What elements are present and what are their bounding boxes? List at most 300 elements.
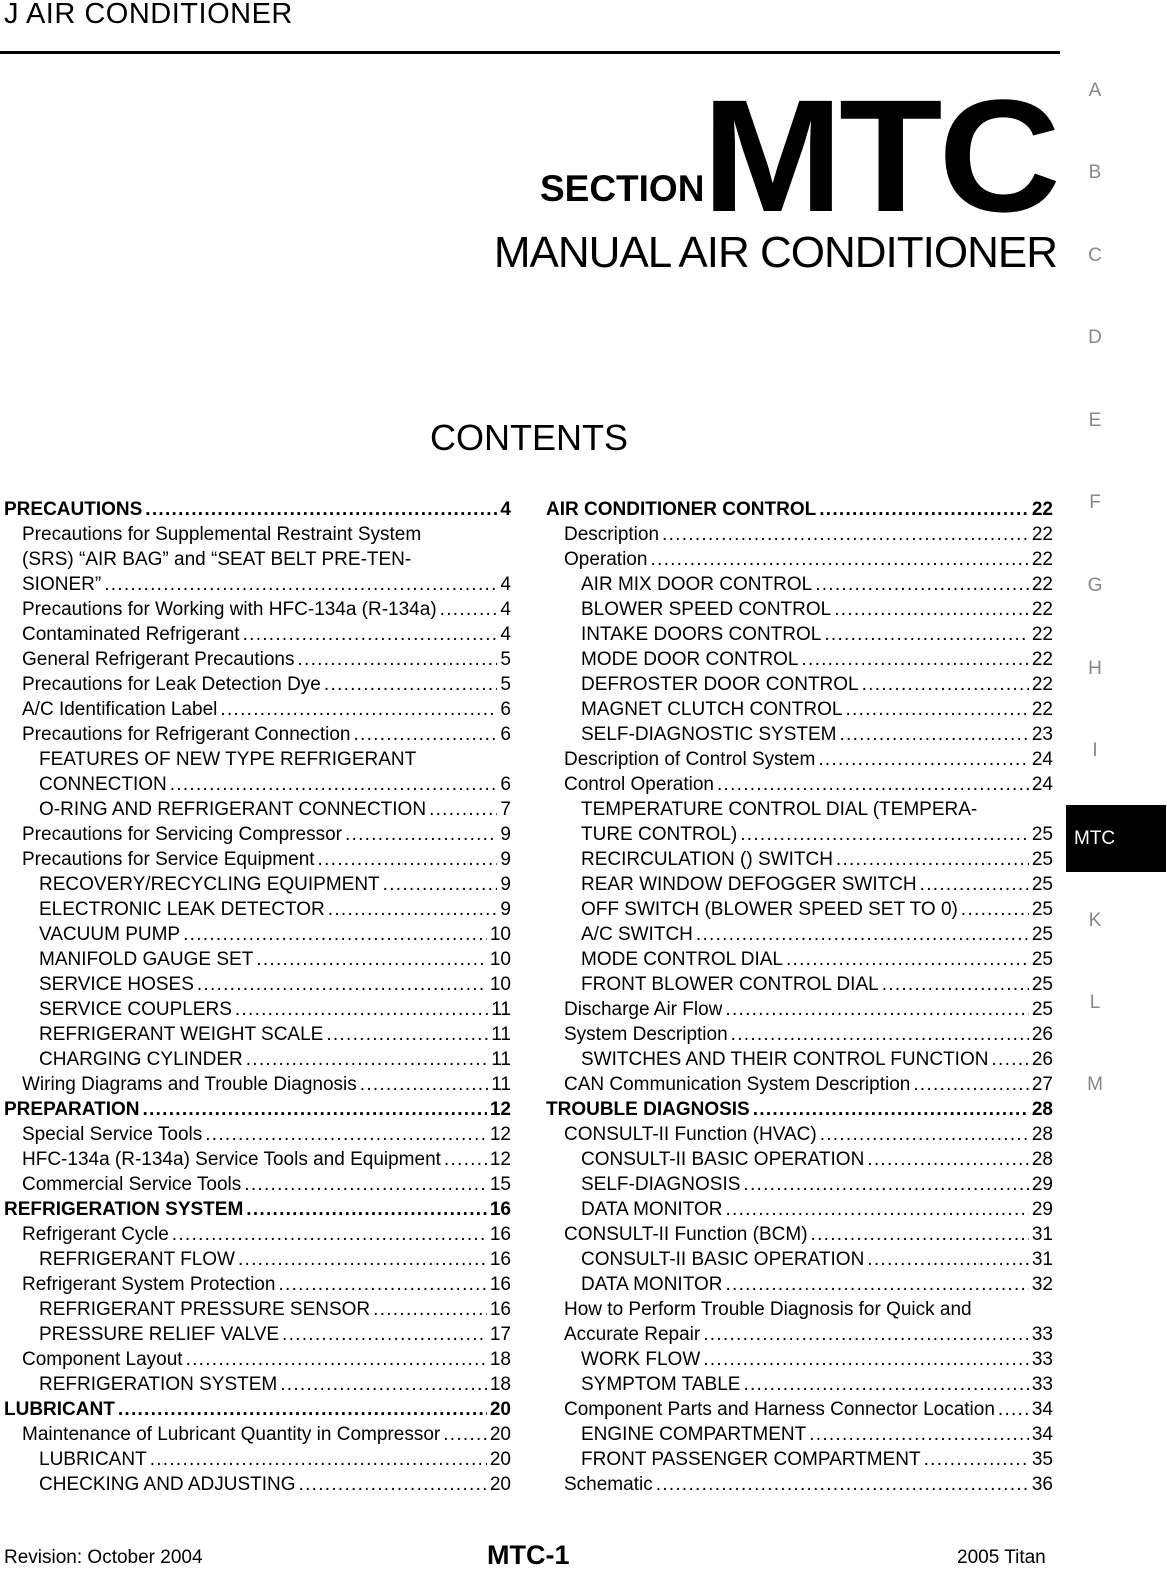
toc-leader-dots	[725, 1272, 1028, 1297]
toc-entry[interactable]	[4, 897, 511, 922]
section-tab-mtc[interactable]: MTC	[1066, 805, 1166, 872]
toc-entry-title: FEATURES OF NEW TYPE REFRIGERANT	[39, 749, 417, 770]
toc-entry-title: BLOWER SPEED CONTROL	[581, 599, 832, 620]
toc-leader-dots	[244, 1172, 487, 1197]
toc-entry-page: 9	[500, 899, 511, 920]
toc-entry-title: SERVICE HOSES	[39, 974, 194, 995]
toc-entry[interactable]	[4, 1272, 511, 1297]
toc-entry	[4, 547, 511, 572]
toc-leader-dots	[839, 722, 1028, 747]
toc-entry-title: Refrigerant System Protection	[22, 1274, 276, 1295]
toc-entry-page: 6	[500, 699, 511, 720]
toc-entry-title: Maintenance of Lubricant Quantity in Compressor	[22, 1424, 441, 1445]
toc-leader-dots	[172, 1222, 487, 1247]
toc-entry-page: 22	[1031, 574, 1053, 595]
toc-entry-page: 6	[500, 774, 511, 795]
toc-entry[interactable]	[4, 1472, 511, 1497]
toc-entry-page: 11	[491, 1074, 511, 1095]
toc-entry-title: Commercial Service Tools	[22, 1174, 242, 1195]
toc-entry[interactable]	[546, 1222, 1053, 1247]
toc-entry-page: 4	[500, 624, 511, 645]
toc-entry-page: 25	[1031, 874, 1053, 895]
toc-entry-title: CHECKING AND ADJUSTING	[39, 1474, 296, 1495]
toc-entry-page: 22	[1031, 524, 1053, 545]
toc-entry-page: 22	[1031, 549, 1053, 570]
toc-entry-title: PREPARATION	[4, 1099, 140, 1120]
toc-entry[interactable]	[4, 872, 511, 897]
toc-entry[interactable]	[546, 972, 1053, 997]
toc-entry[interactable]	[4, 622, 511, 647]
toc-entry-title: MANIFOLD GAUGE SET	[39, 949, 254, 970]
toc-entry-title: INTAKE DOORS CONTROL	[581, 624, 822, 645]
toc-entry-page: 16	[489, 1224, 511, 1245]
toc-leader-dots	[696, 922, 1029, 947]
toc-entry-title: FRONT BLOWER CONTROL DIAL	[581, 974, 879, 995]
toc-entry-title: A/C Identification Label	[22, 699, 218, 720]
section-subtitle: MANUAL AIR CONDITIONER	[493, 228, 1057, 277]
toc-leader-dots	[703, 1347, 1029, 1372]
toc-leader-dots	[443, 1422, 487, 1447]
toc-entry-page: 17	[489, 1324, 511, 1345]
toc-entry[interactable]	[4, 1047, 511, 1072]
section-tab-m[interactable]: M	[1087, 1074, 1103, 1095]
toc-entry[interactable]	[546, 747, 1053, 772]
toc-entry-page: 31	[1031, 1224, 1053, 1245]
toc-leader-dots	[809, 1422, 1029, 1447]
section-heading	[539, 66, 1057, 245]
toc-leader-dots	[282, 1322, 487, 1347]
section-tab-g[interactable]: G	[1087, 575, 1103, 596]
toc-entry-title: Precautions for Service Equipment	[22, 849, 315, 870]
toc-entry-title: SERVICE COUPLERS	[39, 999, 232, 1020]
toc-entry-title: Schematic	[564, 1474, 653, 1495]
toc-entry-title: System Description	[564, 1024, 728, 1045]
toc-entry-page: 4	[500, 574, 511, 595]
toc-entry-title: RECOVERY/RECYCLING EQUIPMENT	[39, 874, 380, 895]
toc-leader-dots	[280, 1372, 487, 1397]
toc-entry[interactable]	[546, 722, 1053, 747]
toc-entry-title: AIR MIX DOOR CONTROL	[581, 574, 813, 595]
toc-leader-dots	[913, 1072, 1029, 1097]
toc-entry-title: MAGNET CLUTCH CONTROL	[581, 699, 843, 720]
toc-entry[interactable]	[546, 1347, 1053, 1372]
toc-entry-page: 4	[500, 599, 511, 620]
toc-entry[interactable]	[4, 1347, 511, 1372]
toc-entry-title: SYMPTOM TABLE	[581, 1374, 741, 1395]
toc-leader-dots	[145, 497, 497, 522]
toc-entry[interactable]	[4, 847, 511, 872]
toc-leader-dots	[142, 1097, 486, 1122]
toc-leader-dots	[811, 1222, 1029, 1247]
toc-leader-dots	[318, 847, 498, 872]
toc-entry-title: SIONER”	[22, 574, 102, 595]
toc-entry[interactable]	[546, 947, 1053, 972]
toc-entry-page: 22	[1031, 649, 1053, 670]
toc-leader-dots	[753, 1097, 1029, 1122]
toc-leader-dots	[246, 1197, 487, 1222]
toc-entry[interactable]	[4, 1447, 511, 1472]
toc-leader-dots	[246, 1047, 489, 1072]
toc-entry-title: CONSULT-II BASIC OPERATION	[581, 1149, 865, 1170]
toc-entry-page: 7	[500, 799, 511, 820]
toc-entry-page: 25	[1031, 924, 1053, 945]
toc-entry-page: 11	[491, 1049, 511, 1070]
toc-leader-dots	[801, 647, 1028, 672]
toc-entry-page: 5	[500, 674, 511, 695]
toc-leader-dots	[819, 497, 1029, 522]
footer-revision: Revision: October 2004	[4, 1547, 203, 1568]
toc-entry[interactable]	[546, 1472, 1053, 1497]
toc-leader-dots	[373, 1297, 487, 1322]
toc-entry[interactable]	[4, 947, 511, 972]
toc-entry-page: 12	[489, 1099, 511, 1120]
toc-leader-dots	[429, 797, 497, 822]
toc-entry-page: 33	[1031, 1349, 1053, 1370]
toc-entry[interactable]	[4, 697, 511, 722]
toc-entry-page: 15	[489, 1174, 511, 1195]
toc-entry-title: FRONT PASSENGER COMPARTMENT	[581, 1449, 921, 1470]
toc-entry-title: REFRIGERATION SYSTEM	[4, 1199, 244, 1220]
toc-entry[interactable]	[546, 1422, 1053, 1447]
header-rule	[0, 51, 1060, 54]
toc-entry[interactable]	[546, 672, 1053, 697]
section-tab-l[interactable]: L	[1089, 992, 1101, 1013]
toc-entry-title: Operation	[564, 549, 648, 570]
toc-entry[interactable]	[546, 647, 1053, 672]
toc-entry[interactable]	[546, 822, 1053, 847]
toc-entry[interactable]	[4, 672, 511, 697]
toc-entry-title: ELECTRONIC LEAK DETECTOR	[39, 899, 325, 920]
toc-entry[interactable]	[546, 597, 1053, 622]
toc-entry-page: 22	[1031, 699, 1053, 720]
toc-entry[interactable]	[546, 997, 1053, 1022]
toc-leader-dots	[440, 597, 498, 622]
toc-entry[interactable]	[4, 1222, 511, 1247]
toc-leader-dots	[725, 1197, 1028, 1222]
toc-entry[interactable]	[546, 1022, 1053, 1047]
toc-leader-dots	[725, 997, 1028, 1022]
toc-leader-dots	[717, 772, 1029, 797]
toc-entry-title: AIR CONDITIONER CONTROL	[546, 499, 817, 520]
toc-leader-dots	[731, 1022, 1029, 1047]
toc-entry-page: 29	[1031, 1199, 1053, 1220]
toc-leader-dots	[740, 822, 1029, 847]
toc-entry-title: General Refrigerant Precautions	[22, 649, 295, 670]
toc-entry-title: MODE DOOR CONTROL	[581, 649, 799, 670]
toc-entry[interactable]	[546, 1122, 1053, 1147]
toc-leader-dots	[360, 1072, 489, 1097]
toc-entry[interactable]	[546, 522, 1053, 547]
toc-entry-title: RECIRCULATION () SWITCH	[581, 849, 833, 870]
toc-entry-title: CONSULT-II Function (HVAC)	[564, 1124, 817, 1145]
toc-entry[interactable]	[546, 1372, 1053, 1397]
toc-leader-dots	[278, 1272, 486, 1297]
toc-entry[interactable]	[546, 922, 1053, 947]
toc-leader-dots	[186, 1347, 487, 1372]
toc-leader-dots	[867, 1147, 1029, 1172]
toc-entry[interactable]	[4, 1247, 511, 1272]
toc-entry-title: SELF-DIAGNOSTIC SYSTEM	[581, 724, 837, 745]
toc-entry-title: Precautions for Supplemental Restraint System	[22, 524, 422, 545]
toc-entry-page: 18	[489, 1349, 511, 1370]
toc-entry-title: TEMPERATURE CONTROL DIAL (TEMPERA-	[581, 799, 978, 820]
toc-left-column	[4, 497, 511, 1497]
section-tab-i[interactable]: I	[1092, 740, 1098, 761]
toc-entry[interactable]	[4, 1072, 511, 1097]
toc-entry-page: 33	[1031, 1374, 1053, 1395]
toc-entry-title: PRECAUTIONS	[4, 499, 143, 520]
toc-entry-page: 27	[1031, 1074, 1053, 1095]
toc-leader-dots	[238, 1247, 487, 1272]
toc-entry[interactable]	[546, 1272, 1053, 1297]
toc-entry[interactable]	[4, 1122, 511, 1147]
toc-leader-dots	[867, 1247, 1029, 1272]
toc-entry-page: 16	[489, 1199, 511, 1220]
toc-entry[interactable]	[4, 722, 511, 747]
footer-page-id: MTC-1	[487, 1540, 570, 1570]
toc-entry[interactable]	[546, 1097, 1053, 1122]
toc-leader-dots	[786, 947, 1029, 972]
toc-entry[interactable]	[546, 697, 1053, 722]
toc-leader-dots	[104, 572, 497, 597]
toc-entry-page: 22	[1031, 624, 1053, 645]
toc-entry[interactable]	[546, 772, 1053, 797]
toc-entry[interactable]	[546, 1172, 1053, 1197]
toc-entry-title: Description	[564, 524, 660, 545]
toc-entry[interactable]	[4, 797, 511, 822]
toc-leader-dots	[170, 772, 498, 797]
toc-entry-title: Wiring Diagrams and Trouble Diagnosis	[22, 1074, 357, 1095]
toc-entry[interactable]	[4, 1297, 511, 1322]
toc-entry-page: 25	[1031, 949, 1053, 970]
section-tab-a[interactable]: A	[1088, 80, 1102, 101]
toc-entry-page: 22	[1031, 499, 1053, 520]
toc-entry[interactable]	[546, 1072, 1053, 1097]
toc-entry-title: TROUBLE DIAGNOSIS	[546, 1099, 750, 1120]
toc-entry-page: 9	[500, 874, 511, 895]
section-tab-e[interactable]: E	[1088, 410, 1102, 431]
toc-entry-title: SELF-DIAGNOSIS	[581, 1174, 741, 1195]
toc-entry-title: LUBRICANT	[4, 1399, 115, 1420]
toc-entry-page: 25	[1031, 849, 1053, 870]
toc-leader-dots	[818, 747, 1029, 772]
toc-entry-page: 12	[489, 1149, 511, 1170]
toc-entry[interactable]	[4, 1022, 511, 1047]
toc-entry-title: Discharge Air Flow	[564, 999, 723, 1020]
toc-right-column	[546, 497, 1053, 1497]
section-tab-f[interactable]: F	[1089, 492, 1101, 513]
toc-leader-dots	[353, 722, 497, 747]
toc-entry[interactable]	[546, 897, 1053, 922]
section-tab-d[interactable]: D	[1088, 327, 1102, 348]
toc-leader-dots	[326, 1022, 488, 1047]
toc-entry-title: DATA MONITOR	[581, 1274, 723, 1295]
toc-leader-dots	[150, 1447, 487, 1472]
section-tab-k[interactable]: K	[1088, 910, 1102, 931]
toc-entry[interactable]	[546, 572, 1053, 597]
toc-leader-dots	[299, 1472, 487, 1497]
section-tab-h[interactable]: H	[1088, 658, 1102, 679]
toc-entry-title: A/C SWITCH	[581, 924, 693, 945]
toc-entry[interactable]	[4, 572, 511, 597]
toc-entry-title: Precautions for Servicing Compressor	[22, 824, 342, 845]
toc-leader-dots	[834, 597, 1029, 622]
toc-leader-dots	[815, 572, 1029, 597]
toc-entry-page: 20	[489, 1449, 511, 1470]
toc-entry-page: 36	[1031, 1474, 1053, 1495]
toc-leader-dots	[845, 697, 1028, 722]
toc-entry-title: ENGINE COMPARTMENT	[581, 1424, 807, 1445]
toc-entry[interactable]	[546, 1147, 1053, 1172]
toc-entry-title: REAR WINDOW DEFOGGER SWITCH	[581, 874, 917, 895]
toc-leader-dots	[444, 1147, 487, 1172]
toc-entry-page: 25	[1031, 999, 1053, 1020]
toc-entry[interactable]	[4, 922, 511, 947]
toc-entry-title: MODE CONTROL DIAL	[581, 949, 783, 970]
toc-entry[interactable]	[546, 497, 1053, 522]
toc-leader-dots	[743, 1172, 1028, 1197]
toc-leader-dots	[961, 897, 1029, 922]
toc-entry-page: 25	[1031, 824, 1053, 845]
toc-leader-dots	[656, 1472, 1029, 1497]
toc-entry[interactable]	[4, 972, 511, 997]
toc-entry[interactable]	[4, 822, 511, 847]
toc-leader-dots	[383, 872, 498, 897]
toc-entry-page: 9	[500, 824, 511, 845]
toc-entry-page: 16	[489, 1299, 511, 1320]
toc-entry-page: 16	[489, 1274, 511, 1295]
toc-entry-page: 25	[1031, 899, 1053, 920]
toc-entry-title: REFRIGERANT WEIGHT SCALE	[39, 1024, 324, 1045]
toc-entry[interactable]	[546, 1197, 1053, 1222]
toc-entry[interactable]	[546, 1047, 1053, 1072]
toc-entry[interactable]	[546, 872, 1053, 897]
toc-entry-title: CAN Communication System Description	[564, 1074, 911, 1095]
toc-entry[interactable]	[546, 1247, 1053, 1272]
toc-entry-page: 35	[1031, 1449, 1053, 1470]
toc-entry-title: REFRIGERANT FLOW	[39, 1249, 235, 1270]
toc-entry-page: 11	[491, 1024, 511, 1045]
toc-leader-dots	[820, 1122, 1029, 1147]
toc-leader-dots	[703, 1322, 1029, 1347]
toc-leader-dots	[345, 822, 497, 847]
section-code: MTC	[702, 66, 1057, 245]
toc-leader-dots	[235, 997, 488, 1022]
toc-leader-dots	[118, 1397, 487, 1422]
toc-leader-dots	[882, 972, 1029, 997]
toc-entry-page: 29	[1031, 1174, 1053, 1195]
toc-entry-title: TURE CONTROL)	[581, 824, 738, 845]
toc-entry-page: 10	[489, 949, 511, 970]
toc-leader-dots	[243, 622, 498, 647]
toc-entry-title: Accurate Repair	[564, 1324, 701, 1345]
toc-entry-page: 6	[500, 724, 511, 745]
toc-entry-title: CHARGING CYLINDER	[39, 1049, 243, 1070]
toc-entry-title: Component Parts and Harness Connector Location	[564, 1399, 995, 1420]
toc-entry[interactable]	[4, 497, 511, 522]
section-tab-c[interactable]: C	[1088, 245, 1102, 266]
toc-entry-page: 18	[489, 1374, 511, 1395]
toc-entry-title: Precautions for Refrigerant Connection	[22, 724, 351, 745]
toc-entry-title: Precautions for Working with HFC-134a (R-134a)	[22, 599, 437, 620]
toc-entry-title: How to Perform Trouble Diagnosis for Quick and	[564, 1299, 972, 1320]
toc-leader-dots	[297, 647, 497, 672]
toc-entry-page: 22	[1031, 674, 1053, 695]
toc-entry[interactable]	[546, 547, 1053, 572]
toc-entry-page: 28	[1031, 1124, 1053, 1145]
toc-entry-title: Special Service Tools	[22, 1124, 203, 1145]
toc-entry-page: 24	[1031, 774, 1053, 795]
toc-entry-title: SWITCHES AND THEIR CONTROL FUNCTION	[581, 1049, 989, 1070]
toc-leader-dots	[256, 947, 487, 972]
toc-leader-dots	[991, 1047, 1028, 1072]
contents-heading: CONTENTS	[430, 417, 628, 458]
toc-entry-title: PRESSURE RELIEF VALVE	[39, 1324, 280, 1345]
toc-entry[interactable]	[4, 1397, 511, 1422]
toc-entry[interactable]	[4, 1097, 511, 1122]
toc-leader-dots	[220, 697, 497, 722]
toc-entry[interactable]	[4, 1197, 511, 1222]
toc-entry-page: 10	[489, 924, 511, 945]
toc-entry[interactable]	[546, 1397, 1053, 1422]
toc-leader-dots	[650, 547, 1028, 572]
toc-entry[interactable]	[4, 1322, 511, 1347]
toc-entry[interactable]	[4, 1172, 511, 1197]
section-tab-b[interactable]: B	[1088, 162, 1102, 183]
toc-entry-title: OFF SWITCH (BLOWER SPEED SET TO 0)	[581, 899, 958, 920]
toc-entry[interactable]	[4, 1147, 511, 1172]
toc-entry[interactable]	[546, 622, 1053, 647]
toc-entry-page: 12	[489, 1124, 511, 1145]
toc-entry	[4, 522, 511, 547]
toc-leader-dots	[328, 897, 498, 922]
toc-leader-dots	[205, 1122, 487, 1147]
toc-entry[interactable]	[546, 847, 1053, 872]
toc-entry[interactable]	[4, 1372, 511, 1397]
toc-entry-title: O-RING AND REFRIGERANT CONNECTION	[39, 799, 427, 820]
toc-entry[interactable]	[4, 1422, 511, 1447]
toc-leader-dots	[824, 622, 1029, 647]
toc-leader-dots	[836, 847, 1029, 872]
toc-leader-dots	[998, 1397, 1029, 1422]
toc-entry-page: 9	[500, 849, 511, 870]
toc-entry-page: 23	[1031, 724, 1053, 745]
toc-entry-title: LUBRICANT	[39, 1449, 147, 1470]
toc-entry[interactable]	[4, 997, 511, 1022]
toc-entry-title: CONNECTION	[39, 774, 167, 795]
toc-entry-title: (SRS) “AIR BAG” and “SEAT BELT PRE-TEN-	[22, 549, 412, 570]
toc-entry-page: 20	[489, 1399, 511, 1420]
toc-entry-title: DEFROSTER DOOR CONTROL	[581, 674, 859, 695]
section-word: SECTION	[539, 168, 705, 209]
toc-entry[interactable]	[4, 772, 511, 797]
toc-leader-dots	[183, 922, 487, 947]
toc-entry-title: Contaminated Refrigerant	[22, 624, 240, 645]
toc-leader-dots	[662, 522, 1029, 547]
toc-entry[interactable]	[4, 647, 511, 672]
toc-leader-dots	[197, 972, 487, 997]
toc-entry-page: 16	[489, 1249, 511, 1270]
toc-entry[interactable]	[546, 1322, 1053, 1347]
toc-entry[interactable]	[4, 597, 511, 622]
toc-entry-page: 28	[1031, 1149, 1053, 1170]
toc-entry[interactable]	[546, 1447, 1053, 1472]
toc-leader-dots	[743, 1372, 1028, 1397]
footer-model: 2005 Titan	[957, 1547, 1046, 1568]
toc-entry-page: 34	[1031, 1424, 1053, 1445]
toc-leader-dots	[324, 672, 498, 697]
toc-entry-title: HFC-134a (R-134a) Service Tools and Equipment	[22, 1149, 441, 1170]
